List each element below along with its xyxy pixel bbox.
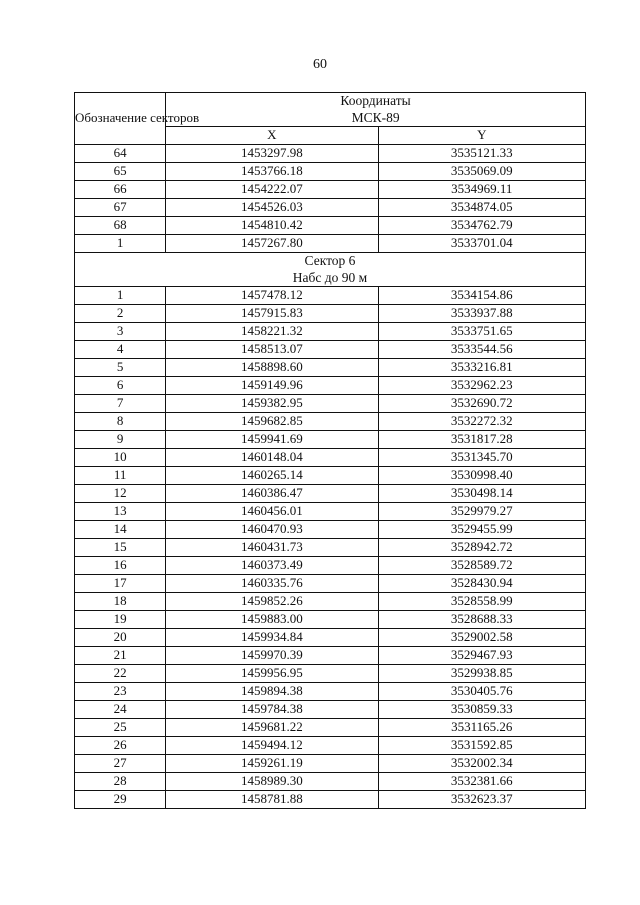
x-coordinate: 1459261.19: [166, 755, 378, 773]
table-row: [75, 719, 586, 737]
x-coordinate: 1459970.39: [166, 647, 378, 665]
y-coordinate: 3528430.94: [378, 575, 585, 593]
section-a-rows: [75, 145, 586, 253]
sector-number: 28: [75, 773, 166, 791]
sector-number: 9: [75, 431, 166, 449]
table-row: [75, 467, 586, 485]
y-coordinate: 3529467.93: [378, 647, 585, 665]
table-row: [75, 431, 586, 449]
table-row: [75, 737, 586, 755]
x-coordinate: 1459149.96: [166, 377, 378, 395]
y-coordinate: 3533701.04: [378, 235, 585, 253]
y-coordinate: 3532962.23: [378, 377, 585, 395]
sector-column-header: Обозначение секторов: [75, 93, 166, 145]
table-row: [75, 575, 586, 593]
sector-number: 23: [75, 683, 166, 701]
x-coordinate: 1457915.83: [166, 305, 378, 323]
table-row: [75, 181, 586, 199]
table-row: [75, 163, 586, 181]
y-coordinate: 3533216.81: [378, 359, 585, 377]
table-row: [75, 305, 586, 323]
y-coordinate: 3530498.14: [378, 485, 585, 503]
y-coordinate: 3534154.86: [378, 287, 585, 305]
y-coordinate: 3533751.65: [378, 323, 585, 341]
x-coordinate: 1460373.49: [166, 557, 378, 575]
table-row: [75, 377, 586, 395]
sector-title: [75, 253, 586, 287]
y-coordinate: 3534969.11: [378, 181, 585, 199]
sector-number: 27: [75, 755, 166, 773]
coordinates-header: [166, 93, 586, 127]
sector-number: 6: [75, 377, 166, 395]
x-coordinate: 1459382.95: [166, 395, 378, 413]
table-row: [75, 791, 586, 809]
x-coordinate: 1460265.14: [166, 467, 378, 485]
x-coordinate: 1459494.12: [166, 737, 378, 755]
y-coordinate: 3531165.26: [378, 719, 585, 737]
sector-number: 12: [75, 485, 166, 503]
x-coordinate: 1454810.42: [166, 217, 378, 235]
x-coordinate: 1459682.85: [166, 413, 378, 431]
sector-number: 26: [75, 737, 166, 755]
sector-number: 10: [75, 449, 166, 467]
sector-number: 18: [75, 593, 166, 611]
table-row: [75, 557, 586, 575]
x-coordinate: 1459956.95: [166, 665, 378, 683]
y-coordinate: 3533937.88: [378, 305, 585, 323]
table-row: [75, 701, 586, 719]
table-row: [75, 323, 586, 341]
table-row: [75, 593, 586, 611]
x-coordinate: 1458513.07: [166, 341, 378, 359]
table-header: [75, 93, 586, 145]
sector-number: 4: [75, 341, 166, 359]
x-coordinate: 1459852.26: [166, 593, 378, 611]
x-coordinate: 1453297.98: [166, 145, 378, 163]
section-b-header: [75, 253, 586, 287]
y-coordinate: 3531345.70: [378, 449, 585, 467]
sector-number: 8: [75, 413, 166, 431]
table-row: [75, 539, 586, 557]
x-coordinate: 1457478.12: [166, 287, 378, 305]
y-coordinate: 3534874.05: [378, 199, 585, 217]
y-coordinate: 3528589.72: [378, 557, 585, 575]
y-coordinate: 3530998.40: [378, 467, 585, 485]
coordinates-title: Координаты: [340, 93, 411, 108]
section-b-rows: [75, 287, 586, 809]
sector-number: 22: [75, 665, 166, 683]
x-coordinate: 1459894.38: [166, 683, 378, 701]
table-row: [75, 503, 586, 521]
x-coordinate: 1454222.07: [166, 181, 378, 199]
x-coordinate: 1460470.93: [166, 521, 378, 539]
x-coordinate: 1459941.69: [166, 431, 378, 449]
sector-number: 16: [75, 557, 166, 575]
y-coordinate: 3535121.33: [378, 145, 585, 163]
table-row: [75, 485, 586, 503]
table-row: [75, 395, 586, 413]
y-coordinate: 3529938.85: [378, 665, 585, 683]
sector-title-line1: Сектор 6: [304, 253, 356, 268]
table-row: [75, 683, 586, 701]
y-coordinate: 3533544.56: [378, 341, 585, 359]
table-row: [75, 611, 586, 629]
y-coordinate: 3532272.32: [378, 413, 585, 431]
sector-number: 2: [75, 305, 166, 323]
x-coordinate: 1460386.47: [166, 485, 378, 503]
y-column-header: Y: [378, 127, 585, 145]
table-row: [75, 199, 586, 217]
sector-number: 13: [75, 503, 166, 521]
y-coordinate: 3532690.72: [378, 395, 585, 413]
table-row: [75, 287, 586, 305]
x-coordinate: 1460431.73: [166, 539, 378, 557]
x-coordinate: 1460335.76: [166, 575, 378, 593]
sector-number: 17: [75, 575, 166, 593]
sector-number: 66: [75, 181, 166, 199]
sector-number: 67: [75, 199, 166, 217]
y-coordinate: 3532381.66: [378, 773, 585, 791]
table-row: [75, 145, 586, 163]
sector-number: 5: [75, 359, 166, 377]
x-coordinate: 1459784.38: [166, 701, 378, 719]
y-coordinate: 3529455.99: [378, 521, 585, 539]
y-coordinate: 3530405.76: [378, 683, 585, 701]
y-coordinate: 3528688.33: [378, 611, 585, 629]
sector-number: 3: [75, 323, 166, 341]
x-coordinate: 1458781.88: [166, 791, 378, 809]
y-coordinate: 3529979.27: [378, 503, 585, 521]
sector-number: 20: [75, 629, 166, 647]
x-coordinate: 1458221.32: [166, 323, 378, 341]
y-coordinate: 3530859.33: [378, 701, 585, 719]
sector-number: 11: [75, 467, 166, 485]
x-coordinate: 1460456.01: [166, 503, 378, 521]
sector-number: 1: [75, 235, 166, 253]
x-coordinate: 1453766.18: [166, 163, 378, 181]
table-row: [75, 773, 586, 791]
y-coordinate: 3532002.34: [378, 755, 585, 773]
table-row: [75, 217, 586, 235]
table-row: [75, 521, 586, 539]
sector-number: 14: [75, 521, 166, 539]
table-row: [75, 647, 586, 665]
x-coordinate: 1458898.60: [166, 359, 378, 377]
y-coordinate: 3528558.99: [378, 593, 585, 611]
sector-number: 21: [75, 647, 166, 665]
table-row: [75, 359, 586, 377]
coordinates-table: [74, 92, 586, 809]
x-coordinate: 1457267.80: [166, 235, 378, 253]
sector-number: 15: [75, 539, 166, 557]
table-row: [75, 413, 586, 431]
sector-number: 19: [75, 611, 166, 629]
y-coordinate: 3531592.85: [378, 737, 585, 755]
sector-number: 25: [75, 719, 166, 737]
sector-number: 29: [75, 791, 166, 809]
sector-title-line2: Набс до 90 м: [292, 269, 368, 285]
y-coordinate: 3529002.58: [378, 629, 585, 647]
x-coordinate: 1458989.30: [166, 773, 378, 791]
coordinate-system: МСК-89: [351, 109, 400, 125]
y-coordinate: 3535069.09: [378, 163, 585, 181]
x-coordinate: 1459934.84: [166, 629, 378, 647]
table-row: [75, 665, 586, 683]
x-coordinate: 1460148.04: [166, 449, 378, 467]
sector-number: 68: [75, 217, 166, 235]
sector-number: 7: [75, 395, 166, 413]
table-row: [75, 235, 586, 253]
x-coordinate: 1454526.03: [166, 199, 378, 217]
table-row: [75, 341, 586, 359]
table-row: [75, 755, 586, 773]
table-row: [75, 629, 586, 647]
sector-number: 1: [75, 287, 166, 305]
y-coordinate: 3532623.37: [378, 791, 585, 809]
sector-number: 64: [75, 145, 166, 163]
y-coordinate: 3531817.28: [378, 431, 585, 449]
table-row: [75, 449, 586, 467]
sector-number: 65: [75, 163, 166, 181]
y-coordinate: 3528942.72: [378, 539, 585, 557]
sector-number: 24: [75, 701, 166, 719]
x-coordinate: 1459883.00: [166, 611, 378, 629]
y-coordinate: 3534762.79: [378, 217, 585, 235]
page-number: 60: [313, 57, 327, 72]
x-coordinate: 1459681.22: [166, 719, 378, 737]
x-column-header: X: [166, 127, 378, 145]
